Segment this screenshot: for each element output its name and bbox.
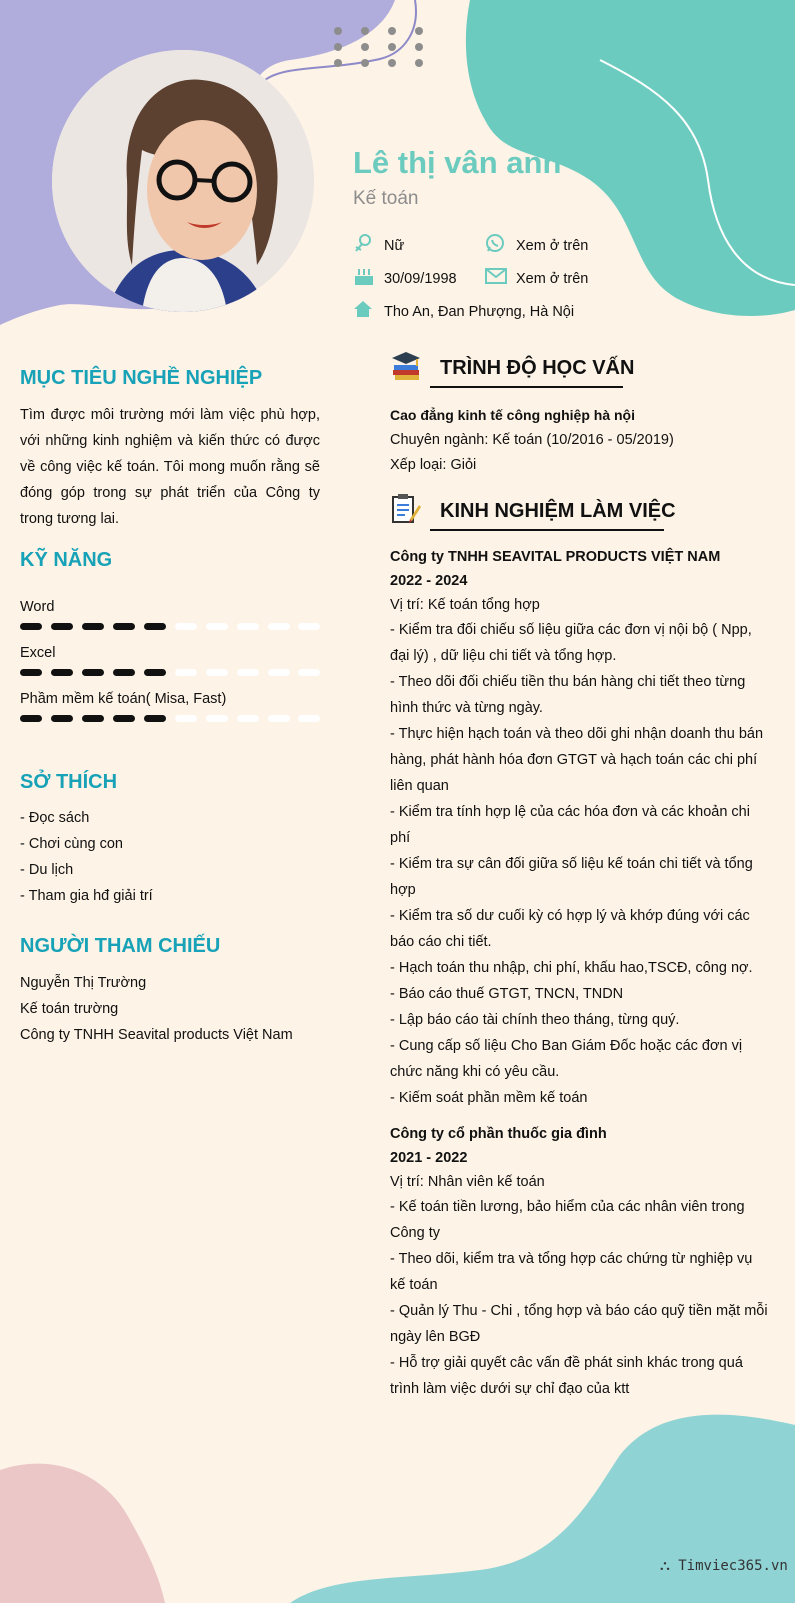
job-company: Công ty cổ phần thuốc gia đình bbox=[390, 1126, 607, 1142]
hobby-item: - Tham gia hđ giải trí bbox=[20, 888, 153, 904]
home-icon bbox=[353, 300, 373, 318]
education-icon bbox=[390, 350, 422, 382]
reference-name: Nguyễn Thị Trường bbox=[20, 975, 147, 991]
education-grade: Xếp loại: Giỏi bbox=[390, 457, 477, 473]
experience-title: KINH NGHIỆM LÀM VIỆC bbox=[440, 500, 676, 522]
job-period: 2022 - 2024 bbox=[390, 573, 468, 589]
job-duties-list bbox=[390, 617, 770, 1111]
job-duty: - Kiểm tra sự cân đối giữa số liệu kế toán chi tiết và tổng hợp bbox=[390, 856, 753, 898]
birthday-value: 30/09/1998 bbox=[384, 271, 457, 287]
job-duty: - Kế toán tiền lương, bảo hiểm của các nhân viên trong Công ty bbox=[390, 1199, 745, 1241]
objective-title: MỤC TIÊU NGHỀ NGHIỆP bbox=[20, 367, 263, 389]
job-company: Công ty TNHH SEAVITAL PRODUCTS VIỆT NAM bbox=[390, 549, 721, 565]
references-title: NGƯỜI THAM CHIẾU bbox=[20, 935, 221, 957]
gender-icon bbox=[353, 233, 373, 253]
education-title-underline bbox=[430, 386, 623, 388]
footer-watermark[interactable]: ⛬ Timviec365.vn bbox=[660, 1558, 788, 1574]
job-position: Vị trí: Nhân viên kế toán bbox=[390, 1174, 545, 1190]
job-position: Vị trí: Kế toán tổng hợp bbox=[390, 597, 540, 613]
job-duty: - Cung cấp số liệu Cho Ban Giám Đốc hoặc các đơn vị chức năng khi có yêu cầu. bbox=[390, 1038, 743, 1080]
candidate-role: Kế toán bbox=[353, 188, 419, 209]
job-duty: - Quản lý Thu - Chi , tổng hợp và báo cáo quỹ tiền mặt mỗi ngày lên BGĐ bbox=[390, 1303, 768, 1345]
job-duty: - Báo cáo thuế GTGT, TNCN, TNDN bbox=[390, 986, 624, 1002]
job-duty: - Theo dõi, kiểm tra và tổng hợp các chứng từ nghiệp vụ kế toán bbox=[390, 1251, 753, 1293]
job-duties-list bbox=[390, 1194, 770, 1402]
experience-icon bbox=[390, 493, 422, 525]
skill-rating-excel bbox=[20, 667, 320, 677]
cake-icon bbox=[353, 266, 375, 286]
job-duty: - Hỗ trợ giải quyết câc vấn đề phát sinh khác trong quá trình làm việc dưới sự chỉ đạo của ktt bbox=[390, 1355, 743, 1397]
job-duty: - Kiếm soát phần mềm kế toán bbox=[390, 1090, 588, 1106]
skill-label: Excel bbox=[20, 645, 56, 661]
job-duty: - Hạch toán thu nhập, chi phí, khấu hao,TSCĐ, công nợ. bbox=[390, 960, 753, 976]
profile-photo bbox=[52, 50, 314, 312]
mail-icon bbox=[485, 268, 507, 284]
email-value[interactable]: Xem ở trên bbox=[516, 271, 589, 287]
job-duty: - Kiểm tra số dư cuối kỳ có hợp lý và khớp đúng với các báo cáo chi tiết. bbox=[390, 908, 750, 950]
candidate-name: Lê thị vân anh bbox=[353, 145, 562, 180]
reference-company: Công ty TNHH Seavital products Việt Nam bbox=[20, 1027, 293, 1043]
job-period: 2021 - 2022 bbox=[390, 1150, 468, 1166]
job-duty: - Theo dõi đối chiếu tiền thu bán hàng chi tiết theo từng hình thức và từng ngày. bbox=[390, 674, 746, 716]
portrait-illustration bbox=[52, 50, 314, 312]
objective-text: Tìm được môi trường mới làm việc phù hợp, với những kinh nghiệm và kiến thức có được về công việc kế toán. Tôi mong muốn rằng sẽ đóng góp trong sự phát triển của Công ty trong tương lai. bbox=[20, 407, 320, 527]
hobbies-title: SỞ THÍCH bbox=[20, 771, 118, 793]
hobby-item: - Chơi cùng con bbox=[20, 836, 124, 852]
job-duty: - Lập báo cáo tài chính theo tháng, từng quý. bbox=[390, 1012, 680, 1028]
job-duty: - Thực hiện hạch toán và theo dõi ghi nhận doanh thu bán hàng, phát hành hóa đơn GTGT và hạch toán các chi phí liên quan bbox=[390, 726, 764, 794]
address-value: Tho An, Đan Phượng, Hà Nội bbox=[384, 304, 575, 320]
hobby-item: - Du lịch bbox=[20, 862, 74, 878]
education-title: TRÌNH ĐỘ HỌC VẤN bbox=[440, 357, 635, 379]
job-duty: - Kiểm tra đối chiếu số liệu giữa các đơn vị nội bộ ( Npp, đại lý) , dữ liệu chi tiết và tổng hợp. bbox=[390, 622, 752, 664]
phone-value[interactable]: Xem ở trên bbox=[516, 238, 589, 254]
skill-label: Word bbox=[20, 599, 55, 615]
skill-rating-accounting-software bbox=[20, 713, 320, 723]
gender-value: Nữ bbox=[384, 238, 405, 254]
phone-icon bbox=[485, 233, 505, 253]
reference-position: Kế toán trường bbox=[20, 1001, 119, 1017]
education-school: Cao đẳng kinh tế công nghiệp hà nội bbox=[390, 407, 635, 423]
job-duty: - Kiểm tra tính hợp lệ của các hóa đơn và các khoản chi phí bbox=[390, 804, 750, 846]
education-major: Chuyên ngành: Kế toán (10/2016 - 05/2019) bbox=[390, 432, 674, 448]
hobby-item: - Đọc sách bbox=[20, 810, 90, 826]
skills-title: KỸ NĂNG bbox=[20, 549, 113, 571]
skill-rating-word bbox=[20, 621, 320, 631]
skill-label: Phầm mềm kế toán( Misa, Fast) bbox=[20, 691, 227, 707]
experience-title-underline bbox=[430, 529, 664, 531]
